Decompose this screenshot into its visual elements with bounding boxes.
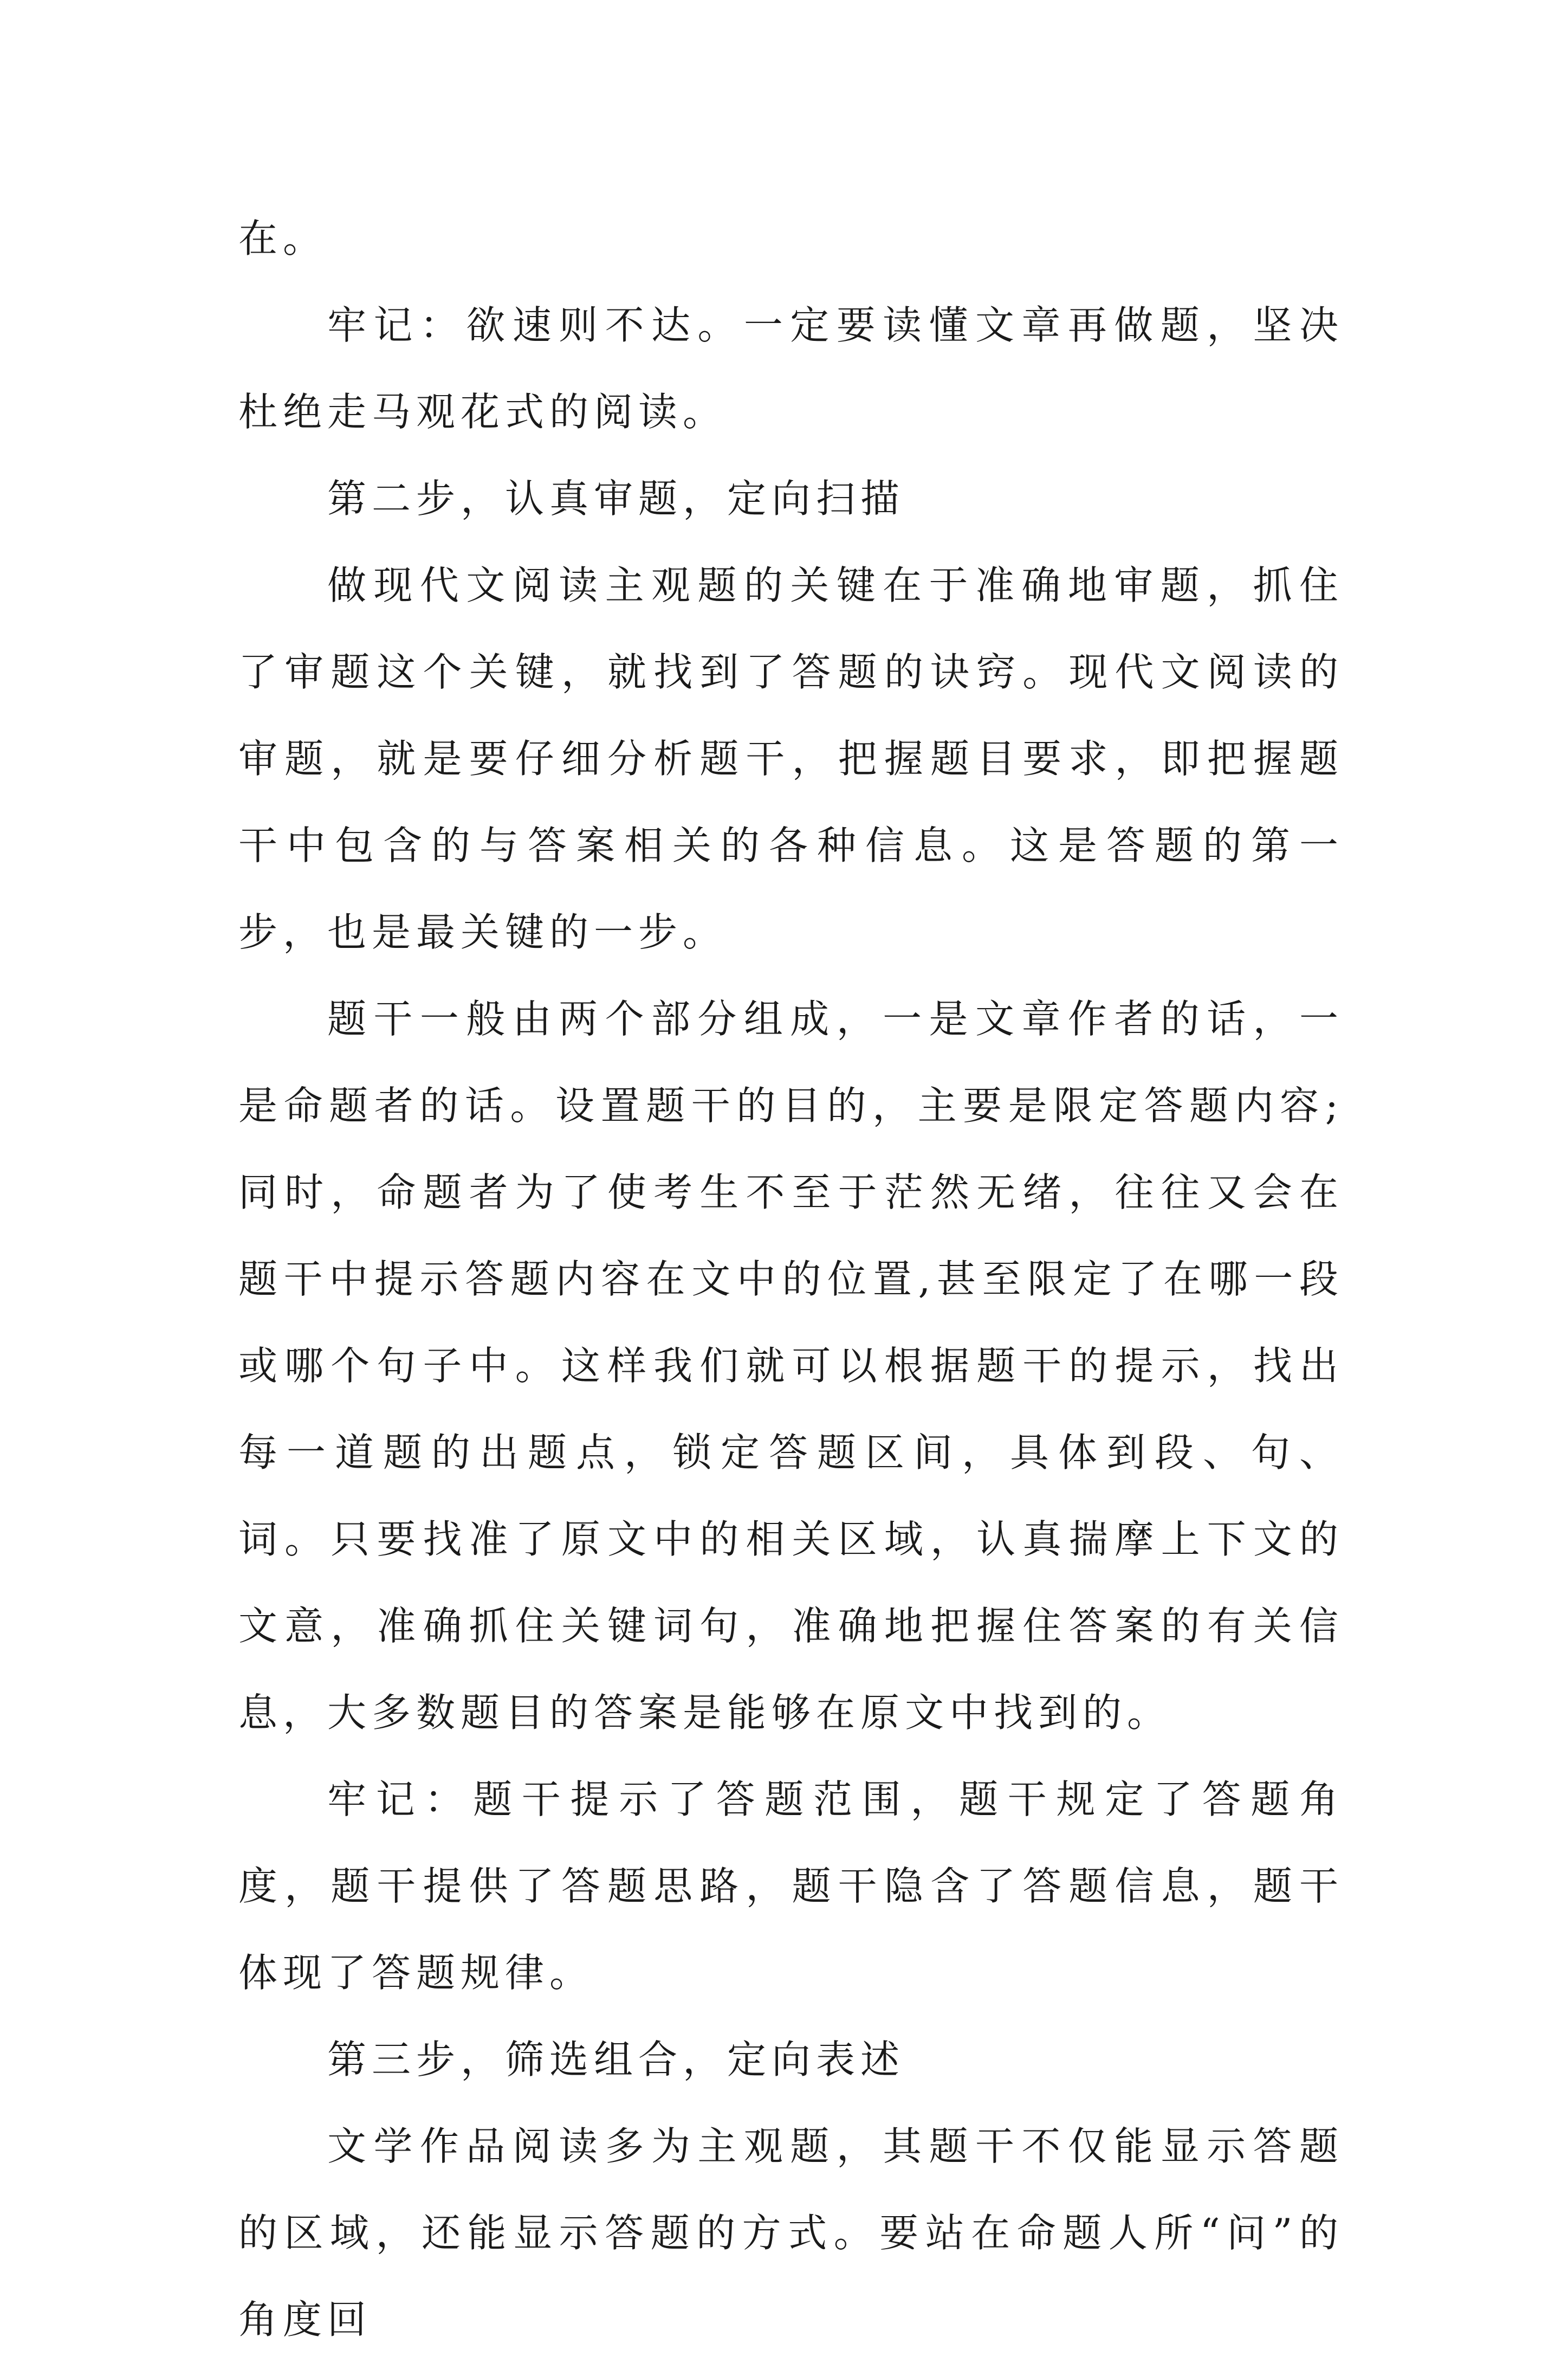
heading-step-three: 第三步，筛选组合，定向表述 bbox=[327, 2037, 905, 2082]
document-body bbox=[238, 195, 1344, 2363]
paragraph-note-read-carefully: 牢记：欲速则不达。一定要读懂文章再做题，坚决杜绝走马观花式的阅读。 bbox=[238, 302, 1344, 435]
paragraph-literary-reading: 文学作品阅读多为主观题，其题干不仅能显示答题的区域，还能显示答题的方式。要站在命题人所“问”的角度回 bbox=[238, 2123, 1344, 2342]
paragraph-continuation: 在。 bbox=[238, 216, 328, 261]
paragraph-question-stem: 题干一般由两个部分组成，一是文章作者的话，一是命题者的话。设置题干的目的，主要是限定答题内容;同时，命题者为了使考生不至于茫然无绪，往往又会在题干中提示答题内容在文中的位置,甚至限定了在哪一段或哪个句子中。这样我们就可以根据题干的提示，找出每一道题的出题点，锁定答题区间，具体到段、句、词。只要找准了原文中的相关区域，认真揣摩上下文的文意，准确抓住关键词句，准确地把握住答案的有关信息，大多数题目的答案是能够在原文中找到的。 bbox=[238, 996, 1344, 1735]
heading-step-two: 第二步，认真审题，定向扫描 bbox=[327, 476, 905, 521]
paragraph-question-review: 做现代文阅读主观题的关键在于准确地审题，抓住了审题这个关键，就找到了答题的诀窍。现代文阅读的审题，就是要仔细分析题干，把握题目要求，即把握题干中包含的与答案相关的各种信息。这是答题的第一步，也是最关键的一步。 bbox=[238, 563, 1344, 955]
paragraph-note-question-stem: 牢记：题干提示了答题范围，题干规定了答题角度，题干提供了答题思路，题干隐含了答题信息，题干体现了答题规律。 bbox=[238, 1777, 1344, 1996]
